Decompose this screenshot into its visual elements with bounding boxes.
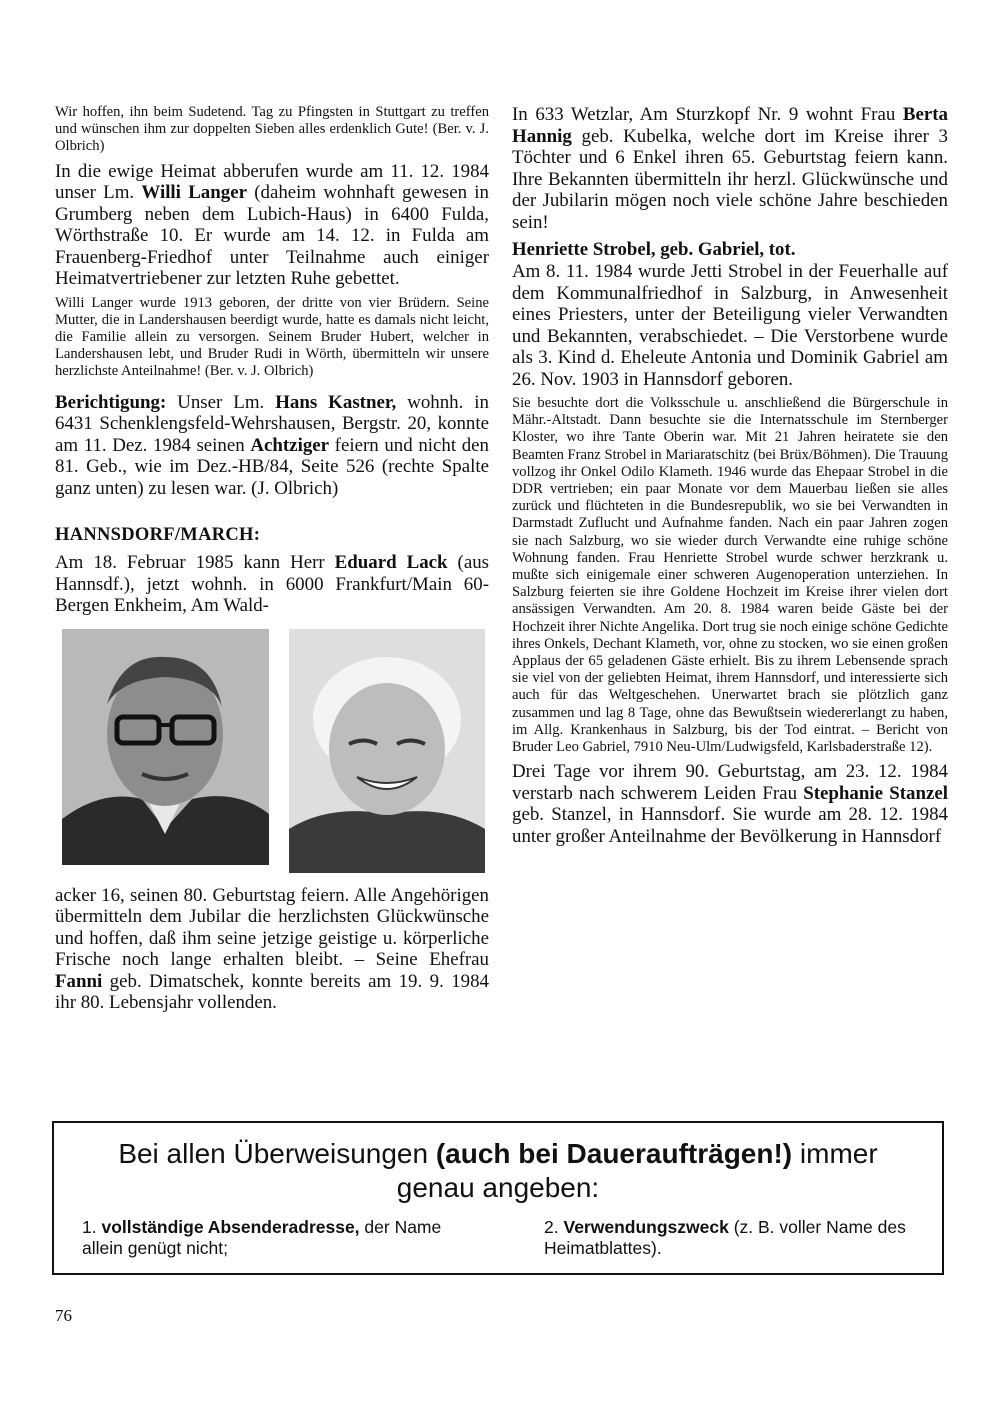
portrait-woman-image <box>289 629 485 873</box>
notice-subline: genau angeben: <box>396 1172 600 1203</box>
article-willi-langer: In die ewige Heimat abberufen wurde am 11. 12. 1984 unser Lm. Willi Langer (daheim wohnhaft gewesen in Grumberg neben dem Lubich-Haus) in 6400 Fulda, Wörthstraße 10. Er wurde am 14. 12. in Fulda am Frauenberg-Friedhof unter Teilnahme auch einiger Heimatvertriebener zur letzten Ruhe gebettet. <box>55 160 489 290</box>
portrait-photo-man <box>62 629 269 865</box>
portrait-man-image <box>62 629 269 865</box>
notice-headline: Bei allen Überweisungen (auch bei Daueraufträgen!) immer <box>118 1138 878 1169</box>
article-willi-langer-bio: Willi Langer wurde 1913 geboren, der dritte von vier Brüdern. Seine Mutter, die in Landershausen beerdigt wurde, hatte es damals nicht leicht, die Familie allein zu versorgen. Seinem Bruder Hubert, welcher in Landershausen lebt, und Bruder Rudi in Wörth, übermitteln wir unsere herzlichste Anteilnahme! (Ber. v. J. Olbrich) <box>55 294 489 380</box>
notice-item-2: 2. Verwendungszweck (z. B. voller Name des Heimatblattes). <box>544 1217 906 1258</box>
page-number: 76 <box>55 1306 72 1325</box>
article-eduard-lack: Am 18. Februar 1985 kann Herr Eduard Lack (aus Hannsdf.), jetzt wohnh. in 6000 Frankfurt/Main 60-Bergen Enkheim, Am Wald- <box>55 552 489 617</box>
article-henriette-strobel-bio: Sie besuchte dort die Volksschule u. anschließend die Bürgerschule in Mähr.-Altstadt. Dann besuchte sie die Internatsschule im Sternberger Kloster, wo ihre Tante Oberin war. Mit 21 Jahren heiratete sie den Beamten Franz Strobel in Mariaratschitz (bei Brüx/Böhmen). Die Trauung vollzog ihr Onkel Odilo Klameth. 1946 wurde das Ehepaar Strobel in die DDR vertrieben; ein paar Monate vor dem Mauerbau ließen sie alles zurück und flüchteten in die Bundesrepublik, wo sie bei Verwandten in Darmstadt Zuflucht und Aufnahme fanden. Nach ein paar Jahren zogen sie nach Salzburg, wo sie wieder durch Verwandte eine ruhige schöne Wohnung fanden. Frau Henriette Strobel wurde schwer herzkrank u. mußte sich einigemale einer schweren Augenoperation unterziehen. In Salzburg feierten sie ihre Goldene Hochzeit im Kreise ihrer vielen dort ansässigen Verwandten. Am 20. 8. 1984 waren beide Gäste bei der Hochzeit ihrer Nichte Angelika. Dort trug sie noch einige schöne Gedichte ihres Onkels, Dechant Klameth, vor, ohne zu stocken, wo sie einen großen Applaus der 65 geladenen Gäste erhielt. Bis zu ihrem Lebensende sprach sie viel von der geliebten Heimat, ihrem Hannsdorf, und interessierte sich auch für das Weltgeschehen. Unerwartet brach sie plötzlich ganz zusammen und lag 8 Tage, ohne das Bewußtsein wiedererlangt zu haben, im Allg. Krankenhaus in Salzburg, bis der Tod eintrat. – Bericht von Bruder Leo Gabriel, 7910 Neu-Ulm/Ludwigsfeld, Karlsbaderstraße 12). <box>512 395 948 756</box>
article-berta-hannig: In 633 Wetzlar, Am Sturzkopf Nr. 9 wohnt Frau Berta Hannig geb. Kubelka, welche dort im Kreise ihrer 3 Töchter und 6 Enkel ihren 65. Geburtstag feiern kann. Ihre Bekannten übermitteln ihr herzl. Glückwünsche und der Jubilarin mögen noch viele schöne Jahre beschieden sein! <box>512 104 948 233</box>
section-heading-hannsdorf: HANNSDORF/MARCH: <box>55 525 261 546</box>
notice-box <box>52 1121 944 1275</box>
name-eduard-lack: Eduard Lack <box>334 552 448 574</box>
name-stephanie-stanzel: Stephanie Stanzel <box>803 782 948 804</box>
article-henriette-strobel: Am 8. 11. 1984 wurde Jetti Strobel in der Feuerhalle auf dem Kommunalfriedhof in Salzburg, in Anwesenheit eines Priesters, unter der Beteiligung vieler Verwandten und Bekannten, verabschiedet. – Die Verstorbene wurde als 3. Kind d. Eheleute Antonia und Dominik Gabriel am 26. Nov. 1903 in Hannsdorf geboren. <box>512 261 948 390</box>
heading-henriette-strobel: Henriette Strobel, geb. Gabriel, tot. <box>512 239 796 260</box>
right-column <box>512 104 948 847</box>
portrait-photo-woman <box>289 629 485 873</box>
article-berichtigung: Berichtigung: Unser Lm. Hans Kastner, wohnh. in 6431 Schenklengsfeld-Wehrshausen, Bergstr. 20, konnte am 11. Dez. 1984 seinen Achtziger feiern und nicht den 81. Geb., wie im Dez.-HB/84, Seite 526 (rechte Spalte ganz unten) zu lesen war. (J. Olbrich) <box>55 391 490 499</box>
photo-row <box>55 629 489 881</box>
article-olbrich-wishes: Wir hoffen, ihn beim Sudetend. Tag zu Pfingsten in Stuttgart zu treffen und wünschen ihm zur doppelten Sieben alles erdenklich Gute! (Ber. v. J. Olbrich) <box>55 104 489 155</box>
name-berta-hannig: Berta Hannig <box>512 104 948 147</box>
name-hans-kastner: Hans Kastner, <box>275 391 397 413</box>
name-willi-langer: Willi Langer <box>141 182 247 204</box>
notice-item-1: 1. vollständige Absenderadresse, der Name allein genügt nicht; <box>82 1217 442 1258</box>
name-fanni: Fanni <box>55 970 103 992</box>
article-eduard-lack-continued: acker 16, seinen 80. Geburtstag feiern. Alle Angehörigen übermitteln dem Jubilar die herzlichsten Glückwünsche und hoffen, daß ihm seine jetzige geistige u. körperliche Frische noch lange erhalten bleibt. – Seine Ehefrau Fanni geb. Dimatschek, konnte bereits am 19. 9. 1984 ihr 80. Lebensjahr vollenden. <box>55 884 489 1014</box>
article-stephanie-stanzel: Drei Tage vor ihrem 90. Geburtstag, am 23. 12. 1984 verstarb nach schwerem Leiden Frau Stephanie Stanzel geb. Stanzel, in Hannsdorf. Sie wurde am 28. 12. 1984 unter großer Anteilnahme der Bevölkerung in Hannsdorf <box>512 761 948 847</box>
left-column <box>55 104 489 1014</box>
